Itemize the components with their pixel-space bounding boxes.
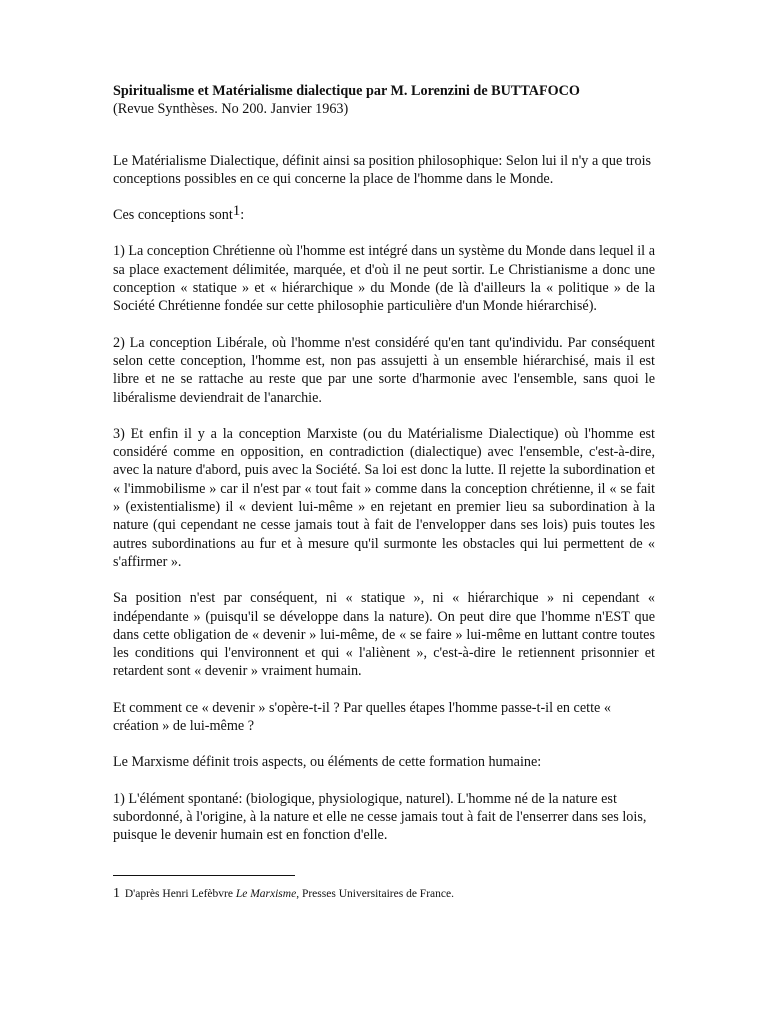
conceptions-colon: :	[240, 207, 245, 224]
paragraph-position: Sa position n'est par conséquent, ni « statique », ni « hiérarchique » ni cependant « indépendante » (puisqu'il se développe dans la nature). On peut dire que l'homme n'EST que dans cette obligation de « devenir » lui-même, de « se faire » lui-même en luttant contre toutes les conditions qui l'environnent et qui « l'aliènent », c'est-à-dire le retiennent prisonnier et retardent sont « devenir » vraiment humain.	[113, 590, 655, 680]
footnote-number: 1	[113, 886, 120, 901]
document-subtitle: (Revue Synthèses. No 200. Janvier 1963)	[113, 101, 349, 118]
footnote-reference[interactable]: 1	[232, 203, 241, 220]
paragraph-marxist-conception: 3) Et enfin il y a la conception Marxiste (ou du Matérialisme Dialectique) où l'homme est considéré comme en opposition, en contradiction (dialectique) avec l'ensemble, c'est-à-dire, avec la nature d'abord, puis avec la Société. Sa loi est donc la lutte. Il rejette la subordination et « l'immobilisme » car il n'est par « tout fait » comme dans la conception chrétienne, il « se fait » (existentialisme) il « devient lui-même » en rejetant en premier lieu sa subordination à la nature (qui cependant ne cesse jamais tout à fait de l'envelopper dans ses lois) puis toutes les autres subordinations au fur et à mesure qu'il surmonte les obstacles qui lui permettent de « s'affirmer ».	[113, 425, 655, 570]
paragraph-question: Et comment ce « devenir » s'opère-t-il ? Par quelles étapes l'homme passe-t-il en cette « création » de lui-même ?	[113, 699, 611, 735]
paragraph-liberal-conception: 2) La conception Libérale, où l'homme n'est considéré qu'en tant qu'individu. Par conséquent selon cette conception, l'homme est, non pas assujetti à un ensemble hiérarchisé, mais il est libre et ne se rattache au reste que par une sorte d'harmonie avec l'ensemble, sans quoi le libéralisme deviendrait de l'anarchie.	[113, 334, 655, 406]
footnote-text-after: , Presses Universitaires de France.	[296, 888, 454, 900]
footnote	[113, 886, 655, 902]
footnote-text-before: D'après Henri Lefèbvre	[122, 888, 236, 900]
paragraph-spontaneous-element: 1) L'élément spontané: (biologique, physiologique, naturel). L'homme né de la nature est subordonné, à l'origine, à la nature et elle ne cesse jamais tout à fait de l'enserrer dans ses lois, puisque le devenir humain est en fonction d'elle.	[113, 790, 647, 844]
paragraph-christian-conception: 1) La conception Chrétienne où l'homme est intégré dans un système du Monde dans lequel il a sa place exactement délimitée, marquée, et d'où il ne peut sortir. Le Christianisme a donc une conception « statique » et « hiérarchique » du Monde (de là d'ailleurs la « politique » de la Société Chrétienne fondée sur cette philosophie particulière d'un Monde hiérarchisé).	[113, 243, 655, 315]
conceptions-lead-text: Ces conceptions sont	[113, 207, 233, 224]
footnote-book-title: Le Marxisme	[235, 888, 297, 900]
conceptions-lead-paragraph	[113, 203, 655, 224]
paragraph-three-aspects: Le Marxisme définit trois aspects, ou éléments de cette formation humaine:	[113, 754, 542, 771]
footnote-separator	[113, 875, 295, 876]
document-page	[113, 82, 655, 863]
intro-paragraph: Le Matérialisme Dialectique, définit ainsi sa position philosophique: Selon lui il n'y a que trois conceptions possibles en ce qui concerne la place de l'homme dans le Monde.	[113, 152, 652, 187]
document-title: Spiritualisme et Matérialisme dialectique par M. Lorenzini de BUTTAFOCO	[113, 83, 580, 99]
